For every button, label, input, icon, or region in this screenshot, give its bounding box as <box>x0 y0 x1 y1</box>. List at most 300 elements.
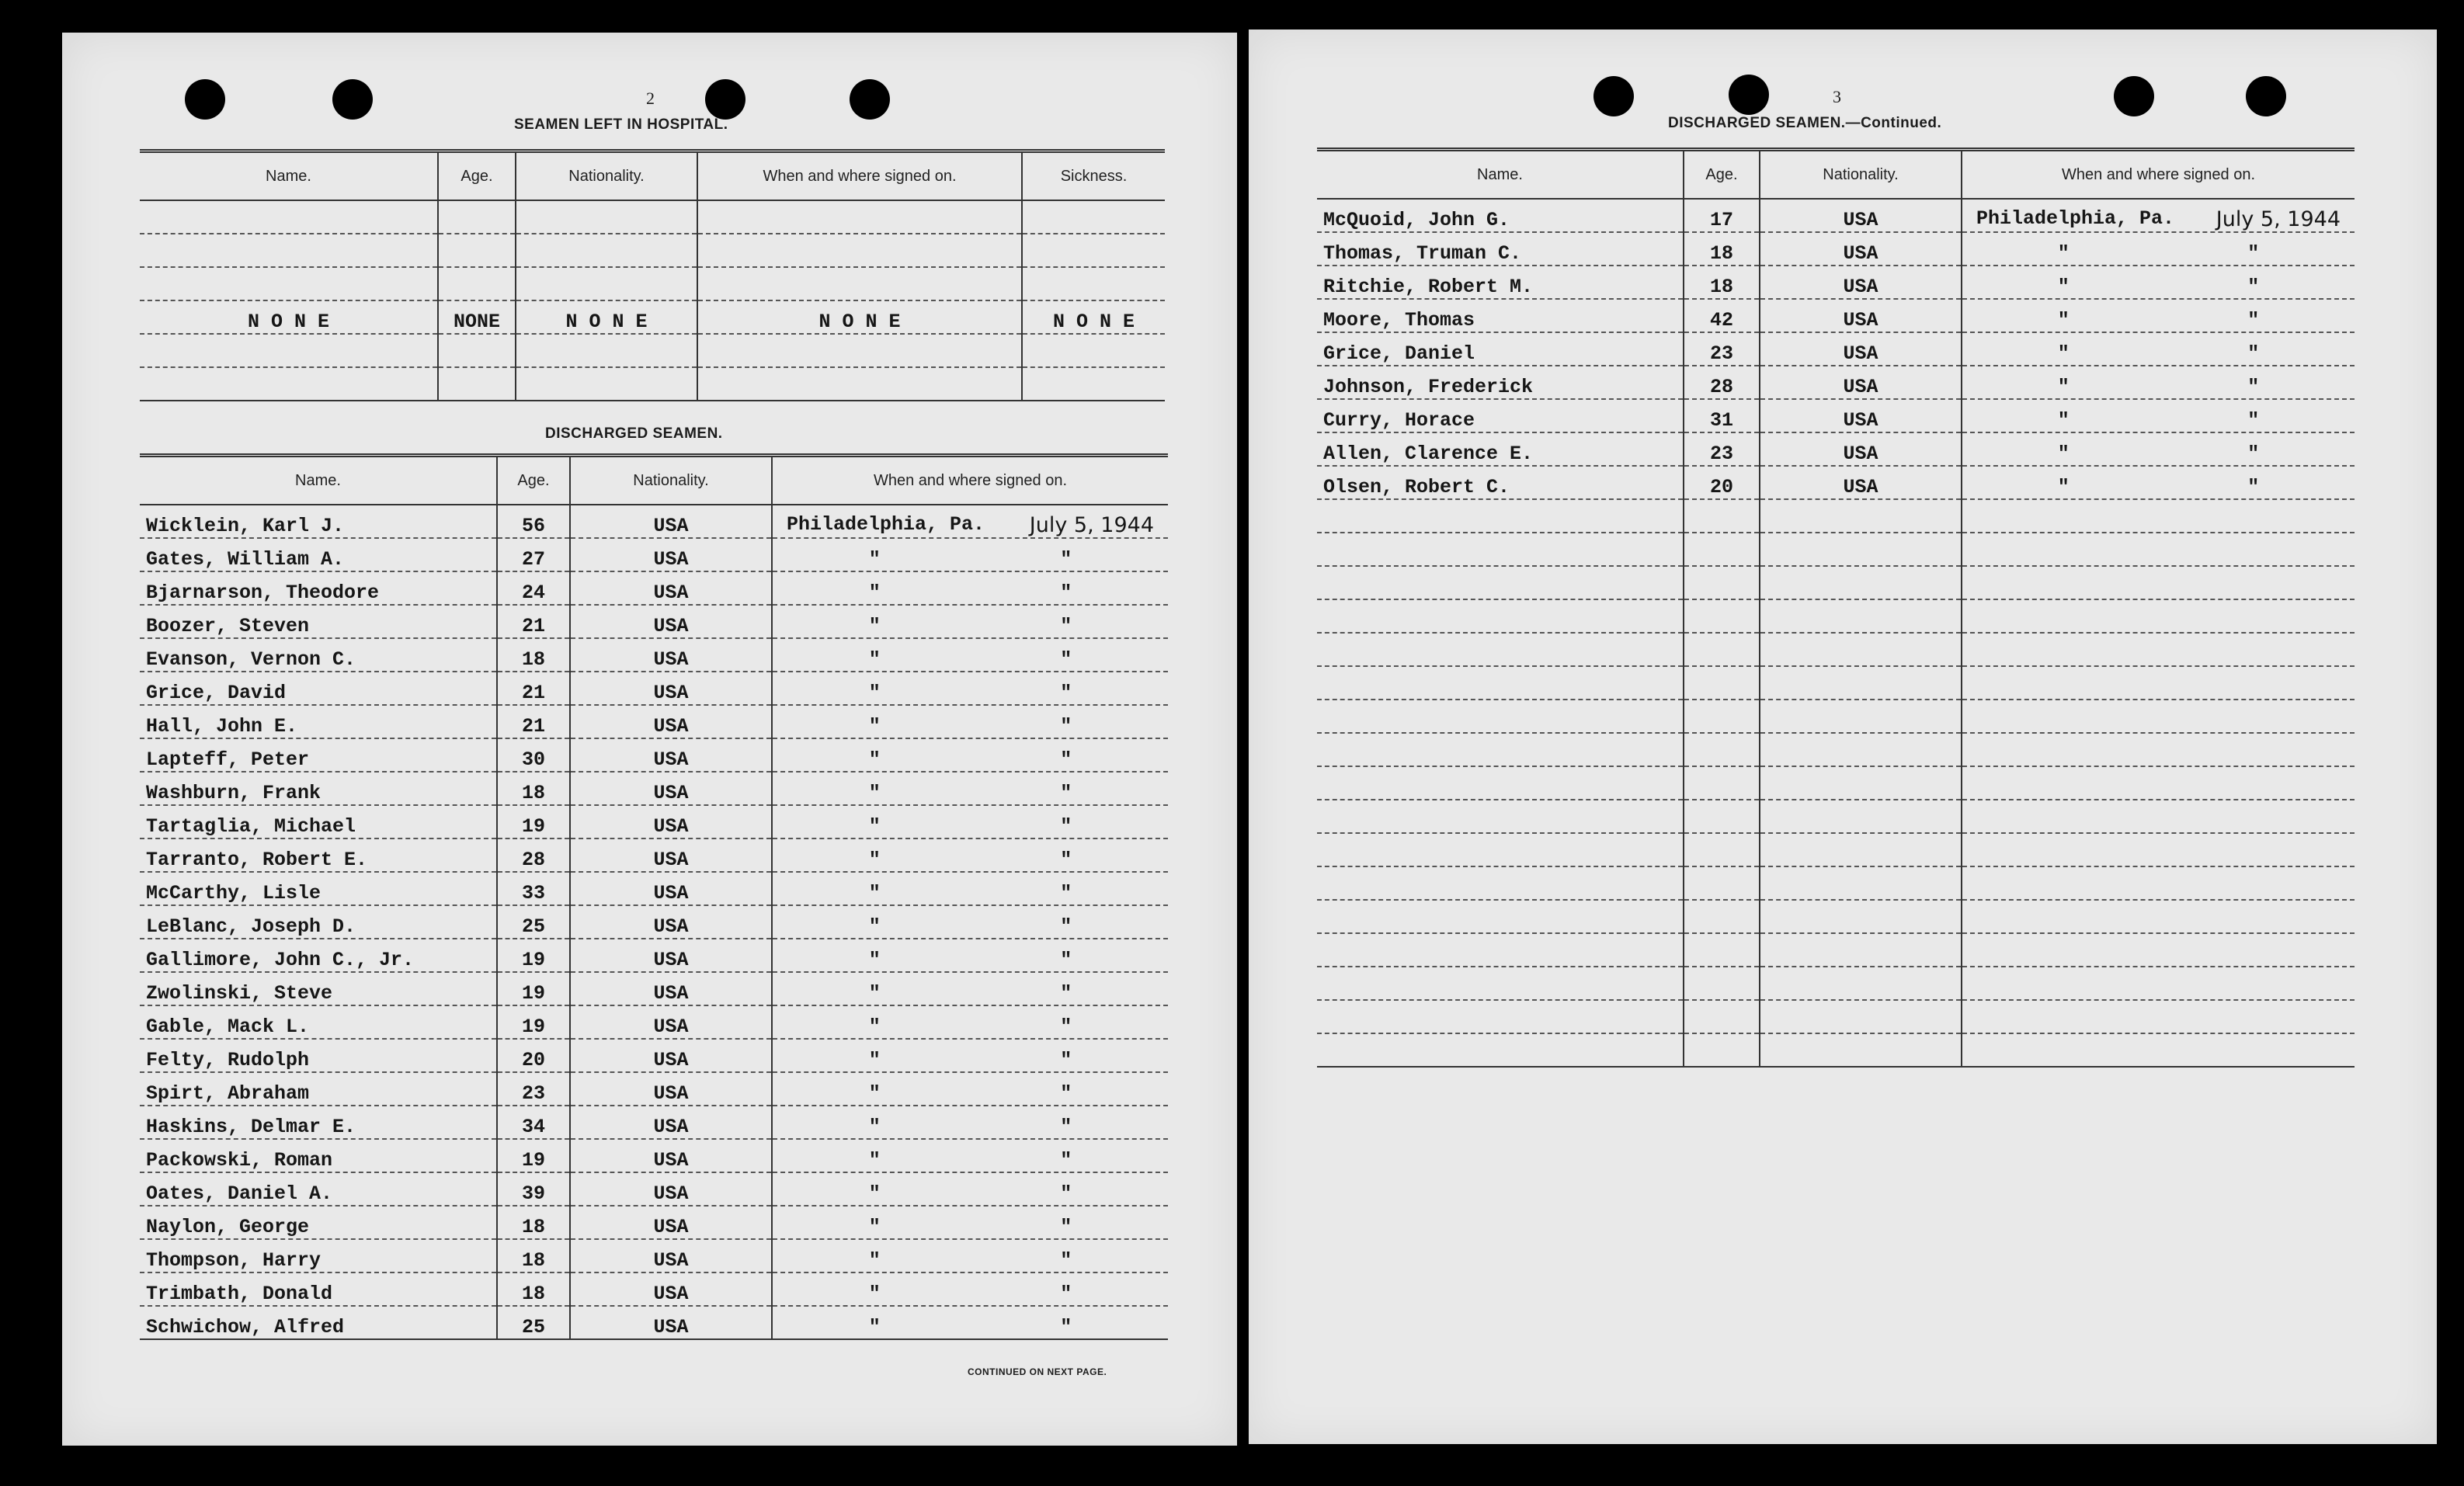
seaman-nationality: USA <box>570 805 772 838</box>
seaman-name: Boozer, Steven <box>140 605 497 638</box>
seaman-age: 18 <box>497 1272 570 1306</box>
seaman-nationality: USA <box>570 1306 772 1339</box>
signed-on-cell <box>1962 633 2355 666</box>
signed-on-place: " <box>868 1249 881 1272</box>
seaman-name <box>1317 533 1684 566</box>
seaman-name <box>1317 800 1684 833</box>
column-header: Nationality. <box>516 151 697 201</box>
seaman-name: Moore, Thomas <box>1317 299 1684 332</box>
table-row <box>1317 866 2355 900</box>
signed-on-cell <box>772 905 1168 939</box>
seaman-nationality <box>1760 733 1962 766</box>
column-header: Name. <box>1317 150 1684 200</box>
seaman-nationality: USA <box>1760 466 1962 499</box>
signed-on-place: " <box>2057 376 2070 398</box>
seaman-age: 21 <box>497 605 570 638</box>
table-row <box>140 267 1165 300</box>
table-row <box>1317 299 2355 332</box>
signed-on-date: " <box>1060 982 1072 1005</box>
signed-on-place: " <box>868 1149 881 1172</box>
table-row <box>1317 700 2355 733</box>
seaman-nationality: USA <box>570 638 772 672</box>
hospital-title: SEAMEN LEFT IN HOSPITAL. <box>514 116 728 133</box>
seaman-age: 39 <box>497 1172 570 1206</box>
table-row <box>140 200 1165 234</box>
seaman-nationality <box>1760 1000 1962 1033</box>
discharged-table-continued <box>1317 148 2355 1068</box>
seaman-age: 17 <box>1684 199 1760 232</box>
signed-on-place: " <box>868 949 881 971</box>
signed-on-place: " <box>868 882 881 904</box>
seaman-nationality: USA <box>570 705 772 738</box>
signed-on-date: " <box>1060 782 1072 804</box>
seaman-name <box>1317 900 1684 933</box>
seaman-nationality <box>1760 933 1962 967</box>
signed-on-date: " <box>1060 849 1072 871</box>
column-header: Name. <box>140 151 438 201</box>
table-row <box>140 1039 1168 1072</box>
signed-on-date: " <box>1060 882 1072 904</box>
punch-hole <box>332 79 373 120</box>
table-row <box>1317 1033 2355 1067</box>
seaman-age <box>1684 566 1760 599</box>
seaman-name: Grice, Daniel <box>1317 332 1684 366</box>
table-row <box>140 1306 1168 1339</box>
column-header: Sickness. <box>1022 151 1165 201</box>
seaman-name <box>1317 733 1684 766</box>
seaman-nationality: USA <box>1760 366 1962 399</box>
punch-hole <box>1593 76 1634 116</box>
signed-on-cell <box>1962 967 2355 1000</box>
column-header: Name. <box>140 456 497 505</box>
seaman-name: Johnson, Frederick <box>1317 366 1684 399</box>
signed-on-cell <box>772 1072 1168 1106</box>
table-row <box>140 1239 1168 1272</box>
hospital-nationality: N O N E <box>516 300 697 334</box>
signed-on-cell <box>772 1172 1168 1206</box>
table-row <box>140 1072 1168 1106</box>
seaman-nationality <box>1760 1033 1962 1067</box>
seaman-nationality: USA <box>570 972 772 1005</box>
signed-on-cell <box>772 972 1168 1005</box>
seaman-nationality: USA <box>1760 266 1962 299</box>
signed-on-place: Philadelphia, Pa. <box>1976 207 2175 230</box>
signed-on-cell <box>772 1139 1168 1172</box>
signed-on-date: " <box>1060 815 1072 838</box>
seaman-nationality: USA <box>570 772 772 805</box>
seaman-age <box>1684 700 1760 733</box>
column-header: When and where signed on. <box>697 151 1022 201</box>
seaman-age: 30 <box>497 738 570 772</box>
seaman-name <box>1317 700 1684 733</box>
seaman-name: Trimbath, Donald <box>140 1272 497 1306</box>
signed-on-cell <box>1962 499 2355 533</box>
seaman-age <box>1684 533 1760 566</box>
seaman-name: Grice, David <box>140 672 497 705</box>
hospital-name: N O N E <box>140 300 438 334</box>
seaman-nationality <box>1760 599 1962 633</box>
signed-on-date: " <box>2247 409 2260 432</box>
signed-on-date: " <box>1060 949 1072 971</box>
table-row <box>1317 199 2355 232</box>
signed-on-place: " <box>868 1016 881 1038</box>
signed-on-cell <box>1962 399 2355 432</box>
table-row <box>1317 599 2355 633</box>
seaman-nationality: USA <box>570 538 772 571</box>
seaman-name <box>1317 599 1684 633</box>
signed-on-place: " <box>868 1116 881 1138</box>
table-row <box>140 705 1168 738</box>
signed-on-date: " <box>1060 1216 1072 1238</box>
seaman-nationality: USA <box>570 1139 772 1172</box>
seaman-nationality <box>1760 766 1962 800</box>
seaman-age: 20 <box>1684 466 1760 499</box>
table-row <box>1317 733 2355 766</box>
page-number: 2 <box>646 89 655 108</box>
table-row <box>140 505 1168 538</box>
signed-on-cell <box>772 1039 1168 1072</box>
table-row <box>1317 1000 2355 1033</box>
signed-on-place: " <box>868 782 881 804</box>
seaman-nationality: USA <box>1760 399 1962 432</box>
seaman-age: 21 <box>497 705 570 738</box>
signed-on-date: " <box>1060 1016 1072 1038</box>
seaman-nationality: USA <box>570 605 772 638</box>
seaman-age: 25 <box>497 905 570 939</box>
signed-on-place: " <box>2057 309 2070 332</box>
seaman-name <box>1317 833 1684 866</box>
seaman-age: 21 <box>497 672 570 705</box>
seaman-name: Zwolinski, Steve <box>140 972 497 1005</box>
seaman-name <box>1317 967 1684 1000</box>
seaman-name: Bjarnarson, Theodore <box>140 571 497 605</box>
seaman-age: 19 <box>497 1139 570 1172</box>
signed-on-place: " <box>868 1049 881 1071</box>
seaman-nationality: USA <box>570 939 772 972</box>
seaman-age: 20 <box>497 1039 570 1072</box>
signed-on-date: " <box>2247 276 2260 298</box>
signed-on-place: " <box>868 1182 881 1205</box>
seaman-age: 18 <box>1684 232 1760 266</box>
table-row <box>1317 466 2355 499</box>
column-header: Nationality. <box>570 456 772 505</box>
seaman-name <box>1317 499 1684 533</box>
signed-on-cell <box>1962 566 2355 599</box>
signed-on-cell <box>1962 299 2355 332</box>
seaman-age <box>1684 499 1760 533</box>
column-header: Nationality. <box>1760 150 1962 200</box>
table-header-row <box>1317 150 2355 200</box>
seaman-nationality: USA <box>570 838 772 872</box>
table-row <box>140 1005 1168 1039</box>
seaman-age: 24 <box>497 571 570 605</box>
seaman-nationality <box>1760 533 1962 566</box>
seaman-nationality <box>1760 800 1962 833</box>
seaman-name: Felty, Rudolph <box>140 1039 497 1072</box>
signed-on-place: " <box>868 615 881 637</box>
signed-on-cell <box>1962 266 2355 299</box>
seaman-nationality: USA <box>1760 332 1962 366</box>
punch-hole <box>1729 75 1769 115</box>
seaman-age: 18 <box>497 1206 570 1239</box>
column-header: Age. <box>438 151 516 201</box>
signed-on-cell <box>1962 366 2355 399</box>
seaman-name: Schwichow, Alfred <box>140 1306 497 1339</box>
discharged-title: DISCHARGED SEAMEN. <box>545 425 723 442</box>
seaman-name <box>1317 866 1684 900</box>
seaman-name: Haskins, Delmar E. <box>140 1106 497 1139</box>
seaman-age <box>1684 766 1760 800</box>
signed-on-date: " <box>1060 1249 1072 1272</box>
seaman-name: LeBlanc, Joseph D. <box>140 905 497 939</box>
table-row <box>140 972 1168 1005</box>
seaman-age: 19 <box>497 972 570 1005</box>
seaman-age <box>1684 967 1760 1000</box>
signed-on-cell <box>1962 232 2355 266</box>
signed-on-cell <box>772 1206 1168 1239</box>
table-row <box>1317 666 2355 700</box>
seaman-age: 23 <box>497 1072 570 1106</box>
seaman-nationality: USA <box>570 505 772 538</box>
table-row <box>140 1106 1168 1139</box>
signed-on-date: " <box>2247 443 2260 465</box>
signed-on-cell <box>1962 666 2355 700</box>
seaman-name <box>1317 1033 1684 1067</box>
signed-on-place: " <box>868 582 881 604</box>
signed-on-place: " <box>868 682 881 704</box>
signed-on-date: " <box>2247 342 2260 365</box>
signed-on-cell <box>1962 466 2355 499</box>
table-row <box>1317 332 2355 366</box>
seaman-nationality <box>1760 866 1962 900</box>
signed-on-cell <box>1962 766 2355 800</box>
signed-on-date: " <box>2247 242 2260 265</box>
signed-on-date: " <box>1060 1082 1072 1105</box>
signed-on-date: " <box>2247 376 2260 398</box>
discharged-table <box>140 453 1168 1340</box>
punch-hole <box>185 79 225 120</box>
table-row <box>140 838 1168 872</box>
table-row <box>1317 633 2355 666</box>
table-row <box>140 538 1168 571</box>
seaman-name: Ritchie, Robert M. <box>1317 266 1684 299</box>
seaman-nationality <box>1760 833 1962 866</box>
table-row <box>140 1206 1168 1239</box>
table-row <box>140 234 1165 267</box>
seaman-name <box>1317 633 1684 666</box>
seaman-nationality <box>1760 499 1962 533</box>
seaman-age: 18 <box>497 772 570 805</box>
table-row <box>140 805 1168 838</box>
seaman-nationality: USA <box>570 1172 772 1206</box>
signed-on-place: " <box>868 548 881 571</box>
hospital-table <box>140 149 1165 401</box>
seaman-age: 25 <box>497 1306 570 1339</box>
table-row <box>140 300 1165 334</box>
signed-on-date: " <box>1060 1049 1072 1071</box>
signed-on-date: " <box>1060 1182 1072 1205</box>
seaman-name: Tartaglia, Michael <box>140 805 497 838</box>
signed-on-place: " <box>2057 242 2070 265</box>
signed-on-cell <box>1962 599 2355 633</box>
seaman-name: Wicklein, Karl J. <box>140 505 497 538</box>
seaman-name: McQuoid, John G. <box>1317 199 1684 232</box>
signed-on-date: " <box>1060 715 1072 738</box>
seaman-age: 27 <box>497 538 570 571</box>
signed-on-place: " <box>2057 342 2070 365</box>
signed-on-cell <box>772 705 1168 738</box>
signed-on-cell <box>772 1106 1168 1139</box>
seaman-age: 31 <box>1684 399 1760 432</box>
signed-on-place: Philadelphia, Pa. <box>787 513 985 536</box>
column-header: When and where signed on. <box>772 456 1168 505</box>
table-row <box>140 571 1168 605</box>
signed-on-date: " <box>1060 648 1072 671</box>
seaman-age <box>1684 1033 1760 1067</box>
table-row <box>1317 499 2355 533</box>
signed-on-cell <box>772 1239 1168 1272</box>
signed-on-cell <box>772 672 1168 705</box>
hospital-sickness: N O N E <box>1022 300 1165 334</box>
table-row <box>1317 967 2355 1000</box>
table-row <box>1317 533 2355 566</box>
signed-on-place: " <box>868 648 881 671</box>
signed-on-cell <box>772 538 1168 571</box>
signed-on-place: " <box>868 748 881 771</box>
seaman-nationality <box>1760 900 1962 933</box>
signed-on-cell <box>772 638 1168 672</box>
signed-on-cell <box>1962 1000 2355 1033</box>
seaman-name: Allen, Clarence E. <box>1317 432 1684 466</box>
table-row <box>140 905 1168 939</box>
signed-on-cell <box>1962 933 2355 967</box>
signed-on-cell <box>772 772 1168 805</box>
seaman-name: Gates, William A. <box>140 538 497 571</box>
table-row <box>140 939 1168 972</box>
seaman-name <box>1317 933 1684 967</box>
seaman-age <box>1684 633 1760 666</box>
table-row <box>1317 933 2355 967</box>
seaman-age: 28 <box>497 838 570 872</box>
seaman-name: Naylon, George <box>140 1206 497 1239</box>
seaman-name: Tarranto, Robert E. <box>140 838 497 872</box>
signed-on-cell <box>1962 800 2355 833</box>
table-row <box>140 1139 1168 1172</box>
signed-on-cell <box>772 571 1168 605</box>
seaman-nationality: USA <box>570 1072 772 1106</box>
seaman-age <box>1684 800 1760 833</box>
signed-on-cell <box>772 872 1168 905</box>
seaman-nationality <box>1760 666 1962 700</box>
right-page <box>1249 30 2437 1444</box>
table-row <box>1317 766 2355 800</box>
signed-on-cell <box>772 838 1168 872</box>
seaman-name <box>1317 566 1684 599</box>
seaman-age: 19 <box>497 939 570 972</box>
seaman-nationality: USA <box>570 738 772 772</box>
seaman-name: Thomas, Truman C. <box>1317 232 1684 266</box>
seaman-name: Spirt, Abraham <box>140 1072 497 1106</box>
seaman-nationality: USA <box>1760 432 1962 466</box>
signed-on-date: July 5, 1944 <box>2216 207 2341 231</box>
signed-on-cell <box>772 605 1168 638</box>
seaman-name <box>1317 766 1684 800</box>
seaman-name: Olsen, Robert C. <box>1317 466 1684 499</box>
seaman-age <box>1684 866 1760 900</box>
table-row <box>1317 399 2355 432</box>
signed-on-place: " <box>868 849 881 871</box>
seaman-name: McCarthy, Lisle <box>140 872 497 905</box>
seaman-nationality <box>1760 633 1962 666</box>
seaman-name: Washburn, Frank <box>140 772 497 805</box>
signed-on-cell <box>772 939 1168 972</box>
signed-on-cell <box>772 505 1168 538</box>
signed-on-place: " <box>868 1216 881 1238</box>
signed-on-place: " <box>2057 476 2070 498</box>
seaman-nationality: USA <box>570 571 772 605</box>
seaman-name <box>1317 1000 1684 1033</box>
seaman-age: 34 <box>497 1106 570 1139</box>
signed-on-cell <box>1962 199 2355 232</box>
seaman-age <box>1684 1000 1760 1033</box>
table-row <box>140 772 1168 805</box>
seaman-name: Curry, Horace <box>1317 399 1684 432</box>
signed-on-cell <box>1962 533 2355 566</box>
seaman-nationality: USA <box>570 672 772 705</box>
seaman-nationality <box>1760 700 1962 733</box>
signed-on-cell <box>1962 866 2355 900</box>
signed-on-place: " <box>2057 443 2070 465</box>
seaman-nationality: USA <box>570 905 772 939</box>
table-row <box>1317 232 2355 266</box>
seaman-age: 56 <box>497 505 570 538</box>
seaman-age <box>1684 666 1760 700</box>
signed-on-cell <box>772 1272 1168 1306</box>
seaman-nationality <box>1760 566 1962 599</box>
left-page <box>62 33 1237 1446</box>
table-row <box>140 738 1168 772</box>
column-header: When and where signed on. <box>1962 150 2355 200</box>
punch-hole <box>2246 76 2286 116</box>
seaman-age: 18 <box>497 638 570 672</box>
signed-on-cell <box>1962 700 2355 733</box>
signed-on-date: " <box>1060 748 1072 771</box>
table-row <box>1317 366 2355 399</box>
punch-hole <box>2114 76 2154 116</box>
signed-on-cell <box>772 738 1168 772</box>
seaman-nationality: USA <box>570 1039 772 1072</box>
seaman-name: Evanson, Vernon C. <box>140 638 497 672</box>
seaman-age: 23 <box>1684 432 1760 466</box>
seaman-nationality: USA <box>570 872 772 905</box>
signed-on-place: " <box>868 915 881 938</box>
seaman-nationality: USA <box>1760 232 1962 266</box>
seaman-age <box>1684 900 1760 933</box>
seaman-name: Gable, Mack L. <box>140 1005 497 1039</box>
signed-on-cell <box>1962 332 2355 366</box>
seaman-age: 19 <box>497 1005 570 1039</box>
signed-on-date: " <box>1060 548 1072 571</box>
seaman-age: 18 <box>1684 266 1760 299</box>
table-row <box>1317 900 2355 933</box>
signed-on-cell <box>1962 833 2355 866</box>
seaman-nationality: USA <box>570 1005 772 1039</box>
signed-on-cell <box>1962 900 2355 933</box>
signed-on-cell <box>772 1005 1168 1039</box>
table-row <box>140 1272 1168 1306</box>
seaman-nationality: USA <box>570 1239 772 1272</box>
seaman-age <box>1684 833 1760 866</box>
